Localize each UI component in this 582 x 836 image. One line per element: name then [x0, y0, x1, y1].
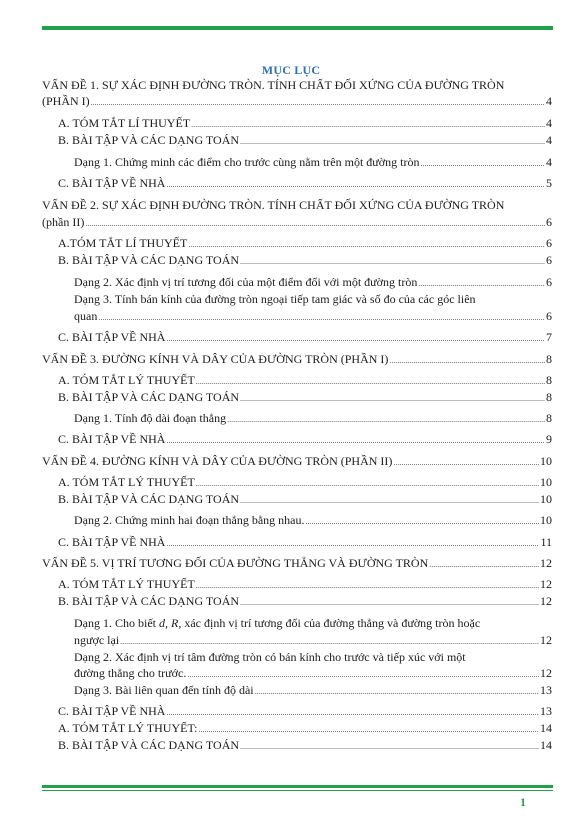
toc-entry-text: A. TÓM TẮT LÝ THUYẾT — [58, 475, 195, 489]
toc-entry-line1 — [74, 616, 480, 630]
line1-text: xác định vị trí tương đối của đường thẳng và đường tròn hoặc — [181, 616, 481, 630]
toc-entry-text: (PHẦN I) — [42, 94, 90, 108]
toc-page-number: 6 — [546, 309, 552, 323]
toc-entry-text: B. BÀI TẬP VÀ CÁC DẠNG TOÁN — [58, 594, 240, 608]
dot-leader — [166, 708, 539, 718]
toc-entry[interactable] — [74, 155, 552, 169]
dot-leader — [199, 725, 539, 735]
toc-page-number: 4 — [546, 116, 552, 130]
line1-italic: d, R, — [159, 616, 182, 630]
toc-entry-text: B. BÀI TẬP VÀ CÁC DẠNG TOÁN — [58, 253, 240, 267]
toc-page-number: 6 — [546, 236, 552, 250]
toc-entry-chapter-4[interactable] — [42, 454, 552, 468]
toc-entry[interactable] — [58, 432, 552, 446]
toc-entry-text: B. BÀI TẬP VÀ CÁC DẠNG TOÁN — [58, 738, 240, 752]
toc-page-number: 14 — [540, 738, 552, 752]
toc-entry-text: A. TÓM TẮT LÝ THUYẾT: — [58, 721, 198, 735]
toc-page-number: 6 — [546, 275, 552, 289]
toc-entry[interactable] — [74, 683, 552, 697]
toc-page-number: 13 — [540, 704, 552, 718]
toc-page-number: 8 — [546, 352, 552, 366]
toc-entry-text: VẤN ĐỀ 3. ĐƯỜNG KÍNH VÀ DÂY CỦA ĐƯỜNG TRÒN (PHẦN I) — [42, 352, 389, 366]
toc-entry[interactable] — [58, 373, 552, 387]
dot-leader — [166, 436, 545, 446]
dot-leader — [191, 120, 545, 130]
toc-entry-text: Dạng 1. Chứng minh các điểm cho trước cùng nằm trên một đường tròn — [74, 155, 420, 169]
toc-page-number: 14 — [540, 721, 552, 735]
toc-entry-chapter-3[interactable] — [42, 352, 552, 366]
toc-entry[interactable] — [58, 176, 552, 190]
toc-entry[interactable] — [58, 738, 552, 752]
dot-leader — [85, 219, 545, 229]
toc-page-number: 13 — [540, 683, 552, 697]
dot-leader — [240, 257, 545, 267]
dot-leader — [429, 560, 539, 570]
toc-page-number: 12 — [540, 633, 552, 647]
toc-page-number: 4 — [546, 94, 552, 108]
toc-page-number: 10 — [540, 513, 552, 527]
toc-page-number: 6 — [546, 253, 552, 267]
toc-entry-text: B. BÀI TẬP VÀ CÁC DẠNG TOÁN — [58, 492, 240, 506]
toc-entry-text: B. BÀI TẬP VÀ CÁC DẠNG TOÁN — [58, 390, 240, 404]
toc-page-number: 10 — [540, 454, 552, 468]
toc-entry[interactable] — [74, 309, 552, 323]
toc-entry-text: ngược lại — [74, 633, 120, 647]
toc-entry[interactable] — [58, 236, 552, 250]
toc-page-number: 4 — [546, 155, 552, 169]
dot-leader — [255, 687, 539, 697]
toc-entry[interactable] — [58, 116, 552, 130]
toc-entry[interactable] — [58, 390, 552, 404]
toc-page-number: 10 — [540, 492, 552, 506]
dot-leader — [240, 742, 539, 752]
dot-leader — [91, 98, 545, 108]
toc-entry[interactable] — [74, 666, 552, 680]
toc-entry-text: A.TÓM TẮT LÍ THUYẾT — [58, 236, 188, 250]
toc-entry[interactable] — [58, 704, 552, 718]
toc-page-number: 8 — [546, 390, 552, 404]
dot-leader — [166, 180, 545, 190]
toc-entry-chapter-2[interactable] — [42, 215, 552, 229]
dot-leader — [418, 279, 545, 289]
toc-entry-line1: VẤN ĐỀ 2. SỰ XÁC ĐỊNH ĐƯỜNG TRÒN. TÍNH CHẤT ĐỐI XỨNG CỦA ĐƯỜNG TRÒN — [42, 198, 505, 212]
toc-entry[interactable] — [58, 594, 552, 608]
toc-entry-text: Dạng 2. Chứng minh hai đoạn thẳng bằng nhau. — [74, 513, 305, 527]
dot-leader — [305, 517, 539, 527]
dot-leader — [196, 479, 539, 489]
dot-leader — [420, 159, 545, 169]
toc-entry[interactable] — [58, 535, 552, 549]
toc-entry[interactable] — [58, 133, 552, 147]
toc-entry-text: (phần II) — [42, 215, 85, 229]
page-number: 1 — [520, 795, 526, 809]
toc-page-number: 9 — [546, 432, 552, 446]
toc-entry[interactable] — [74, 513, 552, 527]
toc-entry-line1: Dạng 3. Tính bán kính của đường tròn ngoại tiếp tam giác và số đo của các góc liên — [74, 292, 476, 306]
toc-entry-text: quan — [74, 309, 98, 323]
toc-entry-text: Dạng 2. Xác định vị trí tương đối của một điểm đối với một đường tròn — [74, 275, 418, 289]
toc-entry-text: Dạng 1. Tính độ dài đoạn thẳng — [74, 411, 227, 425]
toc-entry-chapter-5[interactable] — [42, 556, 552, 570]
toc-entry[interactable] — [58, 475, 552, 489]
toc-entry[interactable] — [74, 633, 552, 647]
footer-rule — [42, 785, 553, 788]
dot-leader — [196, 581, 539, 591]
toc-entry[interactable] — [58, 492, 552, 506]
dot-leader — [196, 377, 545, 387]
toc-entry[interactable] — [58, 330, 552, 344]
toc-entry-chapter-1[interactable] — [42, 94, 552, 108]
toc-page-number: 7 — [546, 330, 552, 344]
dot-leader — [240, 496, 539, 506]
dot-leader — [240, 598, 539, 608]
toc-entry[interactable] — [58, 721, 552, 735]
toc-entry-text: đường thẳng cho trước. — [74, 666, 187, 680]
dot-leader — [240, 137, 545, 147]
toc-entry-text: B. BÀI TẬP VÀ CÁC DẠNG TOÁN — [58, 133, 240, 147]
toc-entry-text: A. TÓM TẮT LÝ THUYẾT — [58, 373, 195, 387]
toc-page-number: 5 — [546, 176, 552, 190]
toc-page-number: 11 — [540, 535, 552, 549]
dot-leader — [187, 670, 539, 680]
dot-leader — [227, 415, 545, 425]
toc-entry-text: VẤN ĐỀ 4. ĐƯỜNG KÍNH VÀ DÂY CỦA ĐƯỜNG TRÒN (PHẦN II) — [42, 454, 393, 468]
dot-leader — [166, 539, 539, 549]
toc-page-number: 12 — [540, 577, 552, 591]
toc-entry-text: C. BÀI TẬP VỀ NHÀ — [58, 704, 166, 718]
toc-page-number: 12 — [540, 556, 552, 570]
toc-entry[interactable] — [58, 577, 552, 591]
dot-leader — [393, 458, 539, 468]
line1-text: Dạng 1. Cho biết — [74, 616, 159, 630]
dot-leader — [166, 334, 545, 344]
toc-entry-line1: Dạng 2. Xác định vị trí tâm đường tròn có bán kính cho trước và tiếp xúc với một — [74, 650, 466, 664]
dot-leader — [98, 313, 545, 323]
toc-page-number: 8 — [546, 411, 552, 425]
toc-page-number: 12 — [540, 594, 552, 608]
dot-leader — [389, 356, 545, 366]
page-title: MỤC LỤC — [261, 63, 321, 77]
toc-entry-text: Dạng 3. Bài liên quan đến tính độ dài — [74, 683, 254, 697]
toc-entry-text: VẤN ĐỀ 5. VỊ TRÍ TƯƠNG ĐỐI CỦA ĐƯỜNG THẲNG VÀ ĐƯỜNG TRÒN — [42, 556, 429, 570]
toc-page-number: 6 — [546, 215, 552, 229]
toc-entry-text: C. BÀI TẬP VỀ NHÀ — [58, 535, 166, 549]
toc-page-number: 12 — [540, 666, 552, 680]
dot-leader — [240, 394, 545, 404]
toc-entry-text: C. BÀI TẬP VỀ NHÀ — [58, 330, 166, 344]
toc-entry[interactable] — [74, 411, 552, 425]
toc-entry-text: A. TÓM TẮT LÝ THUYẾT — [58, 577, 195, 591]
dot-leader — [188, 240, 545, 250]
toc-page-number: 4 — [546, 133, 552, 147]
toc-entry-line1: VẤN ĐỀ 1. SỰ XÁC ĐỊNH ĐƯỜNG TRÒN. TÍNH CHẤT ĐỐI XỨNG CỦA ĐƯỜNG TRÒN — [42, 78, 505, 92]
toc-page-number: 10 — [540, 475, 552, 489]
toc-entry[interactable] — [74, 275, 552, 289]
footer-rule-thin — [42, 790, 553, 791]
dot-leader — [120, 637, 539, 647]
toc-entry[interactable] — [58, 253, 552, 267]
toc-page-number: 8 — [546, 373, 552, 387]
toc-entry-text: C. BÀI TẬP VỀ NHÀ — [58, 176, 166, 190]
toc-entry-text: A. TÓM TẮT LÍ THUYẾT — [58, 116, 191, 130]
toc-entry-text: C. BÀI TẬP VỀ NHÀ — [58, 432, 166, 446]
